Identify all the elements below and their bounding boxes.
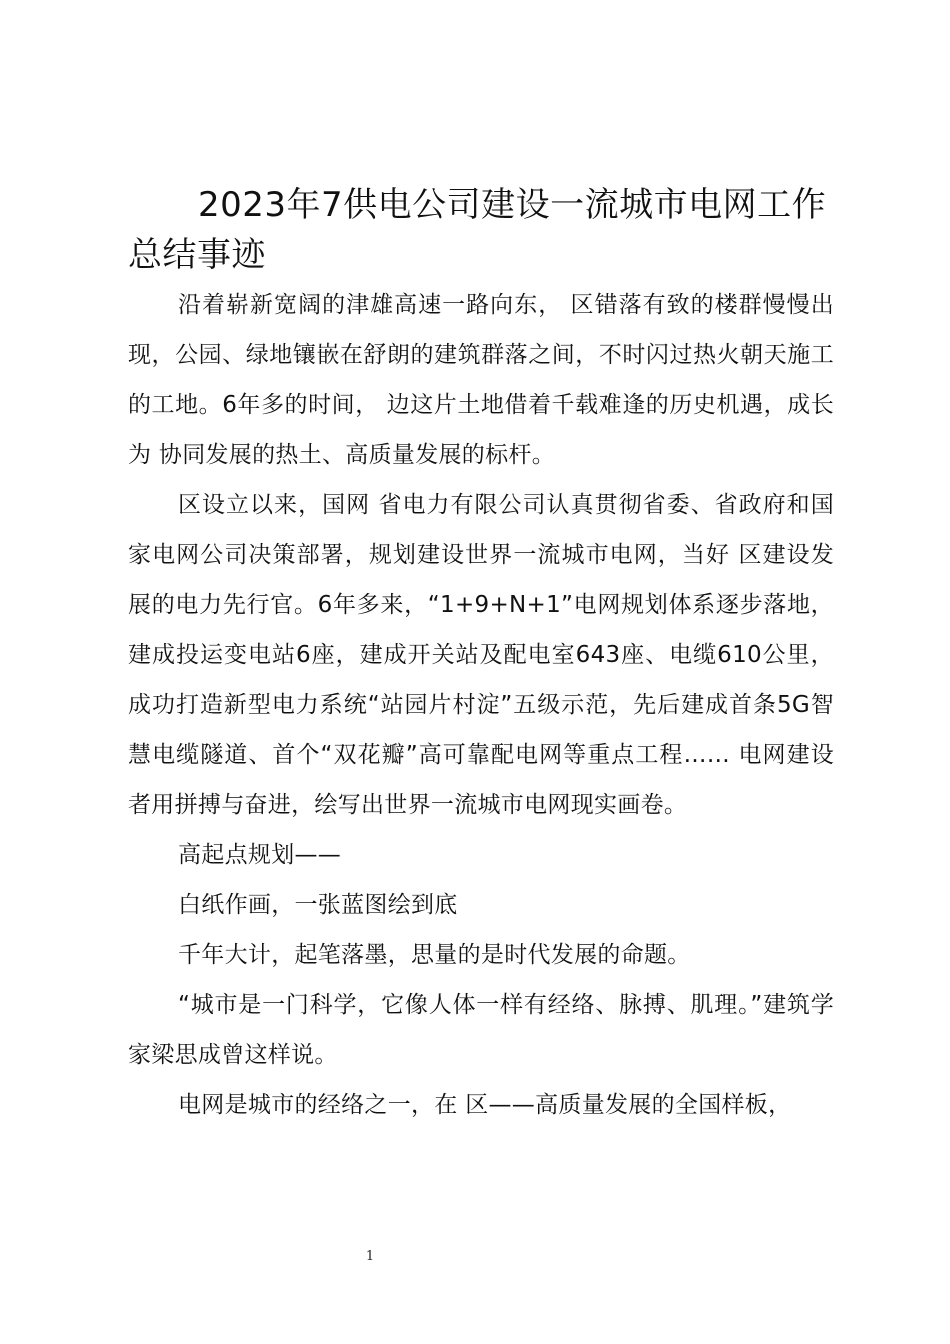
page-number: 1	[365, 1249, 375, 1264]
paragraph: 沿着崭新宽阔的津雄高速一路向东， 区错落有致的楼群慢慢出现，公园、绿地镶嵌在舒朗的建筑群落之间，不时闪过热火朝天施工的工地。6年多的时间， 边这片土地借着千载难逢的历史机遇，成长为 协同发展的热土、高质量发展的标杆。	[128, 292, 834, 468]
paragraph: 电网是城市的经络之一，在 区——高质量发展的全国样板，	[178, 1092, 792, 1118]
document-body	[128, 280, 834, 1130]
paragraph: 区设立以来，国网 省电力有限公司认真贯彻省委、省政府和国家电网公司决策部署，规划建设世界一流城市电网，当好 区建设发展的电力先行官。6年多来，“1+9+N+1”电网规划体系逐步落地，建成投运变电站6座，建成开关站及配电室643座、电缆610公里，成功打造新型电力系统“站园片村淀”五级示范，先后建成首条5G智慧电缆隧道、首个“双花瓣”高可靠配电网等重点工程…… 电网建设者用拼搏与奋进，绘写出世界一流城市电网现实画卷。	[128, 492, 834, 818]
paragraph: “城市是一门科学，它像人体一样有经络、脉搏、肌理。”建筑学家梁思成曾这样说。	[128, 992, 834, 1068]
paragraph: 千年大计，起笔落墨，思量的是时代发展的命题。	[178, 942, 691, 968]
section-subheading: 白纸作画，一张蓝图绘到底	[178, 892, 458, 918]
section-heading: 高起点规划——	[178, 842, 342, 868]
document-title: 2023年7供电公司建设一流城市电网工作总结事迹	[128, 185, 827, 275]
